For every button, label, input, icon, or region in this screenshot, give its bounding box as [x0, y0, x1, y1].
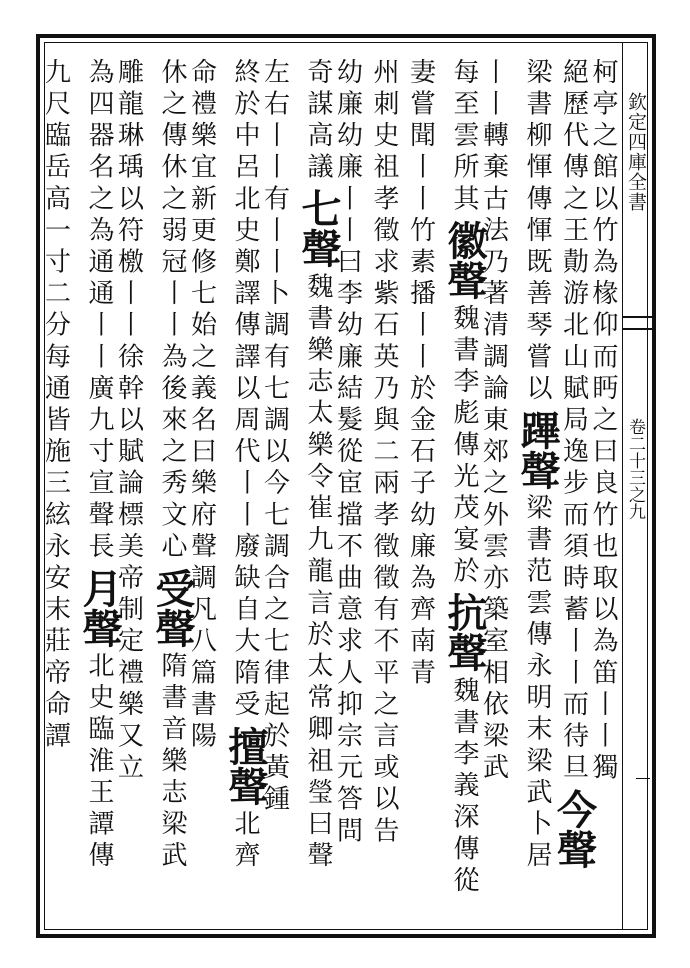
margin-tick-mark [636, 778, 650, 779]
text-segment: 東郊之外雲亦築室相依梁武 [478, 405, 509, 785]
text-column [222, 58, 269, 924]
text-segment: 帝制定禮樂又立 [113, 563, 144, 785]
rhyme-heading: 徽聲 [441, 220, 488, 300]
text-segment: 竹素播丨丨於金石 [405, 216, 436, 469]
text-column [40, 58, 71, 924]
text-segment: 梁書范雲傳永明末梁武卜居 [522, 493, 552, 873]
text-segment: 魏書李義深傳從 [449, 676, 479, 898]
text-segment: 每至雲所其 [449, 58, 479, 216]
text-segment: 魏書樂志太樂令崔九龍言於太常卿祖瑩曰聲 [303, 272, 333, 873]
rhyme-heading: 蹕聲 [514, 409, 561, 490]
text-column [550, 58, 598, 924]
text-segment: 妻嘗聞丨丨 [405, 58, 436, 216]
text-segment: 雕龍琳瑀以符檄丨丨徐幹以賦論標美 [113, 58, 144, 564]
margin-volume-label: 卷二十三之九 [625, 418, 645, 520]
text-segment: 北齊 [230, 809, 260, 873]
rhyme-heading: 受聲 [149, 567, 196, 648]
text-segment: 隋書音樂志梁武 [157, 651, 187, 873]
text-segment: 州刺史祖孝徵求紫石英乃與二兩孝徵徵有不平之言或以告 [369, 58, 399, 848]
text-segment: 終於中呂北史鄭譯傳譯以周代丨丨廢缺自大隋受 [230, 58, 260, 722]
rhyme-heading: 今聲 [550, 788, 598, 869]
text-column [295, 58, 342, 924]
rhyme-heading: 月聲 [76, 567, 123, 648]
text-column [371, 58, 397, 924]
text-segment: 命禮樂宜新更修七始之義名曰樂府聲調凡八篇 [186, 58, 217, 690]
rhyme-heading: 七聲 [295, 188, 342, 269]
text-segment: 丨丨轉棄古法乃著清調論 [478, 58, 509, 406]
text-segment: 梁書柳惲傳惲既善琴嘗以 [522, 58, 552, 406]
margin-book-title: 欽定四庫全書 [625, 92, 647, 212]
text-segment: 柯亭之館以竹為椽仰而眄之曰良竹也取以為笛丨丨獨 [588, 58, 618, 785]
text-segment: 魏書李彪傳光茂宴於 [449, 304, 479, 589]
text-segment: 永安末莊帝命譚 [40, 532, 71, 754]
text-segment: 休之傳休之弱冠丨丨為後來之秀文心 [157, 58, 187, 564]
text-segment: 北史臨淮王譚傳 [84, 651, 114, 873]
text-column [76, 58, 123, 924]
text-segment: 左右丨丨 [259, 58, 290, 185]
text-segment: 書陽 [186, 690, 217, 754]
text-segment: 奇謀高議 [303, 58, 333, 185]
text-column [186, 58, 217, 924]
text-column [514, 58, 561, 924]
text-segment: 九尺臨岳高一寸二分每通皆施三絃 [40, 58, 71, 532]
rhyme-heading: 擅聲 [222, 725, 269, 806]
fish-tail-mark [622, 316, 652, 330]
text-column [113, 58, 144, 924]
text-column [441, 58, 488, 924]
text-segment: 有丨丨卜調有七調以今七調合之七律起於黃鍾 [259, 184, 290, 817]
text-segment: 為四器名之為通通丨丨廣九寸宣聲長 [84, 58, 114, 564]
text-column [149, 58, 196, 924]
text-segment: 幼廉幼廉丨丨曰李幼廉結髮從宦擋不曲意求人抑宗元答問 [332, 58, 363, 848]
text-segment: 絕歷代傳之王勣游北山賦局逸步而須時蓄丨丨而待旦 [558, 58, 589, 785]
rhyme-heading: 抗聲 [441, 592, 488, 673]
text-segment: 子幼廉為齊南青 [405, 468, 436, 691]
text-column [478, 58, 509, 924]
text-column [405, 58, 436, 924]
